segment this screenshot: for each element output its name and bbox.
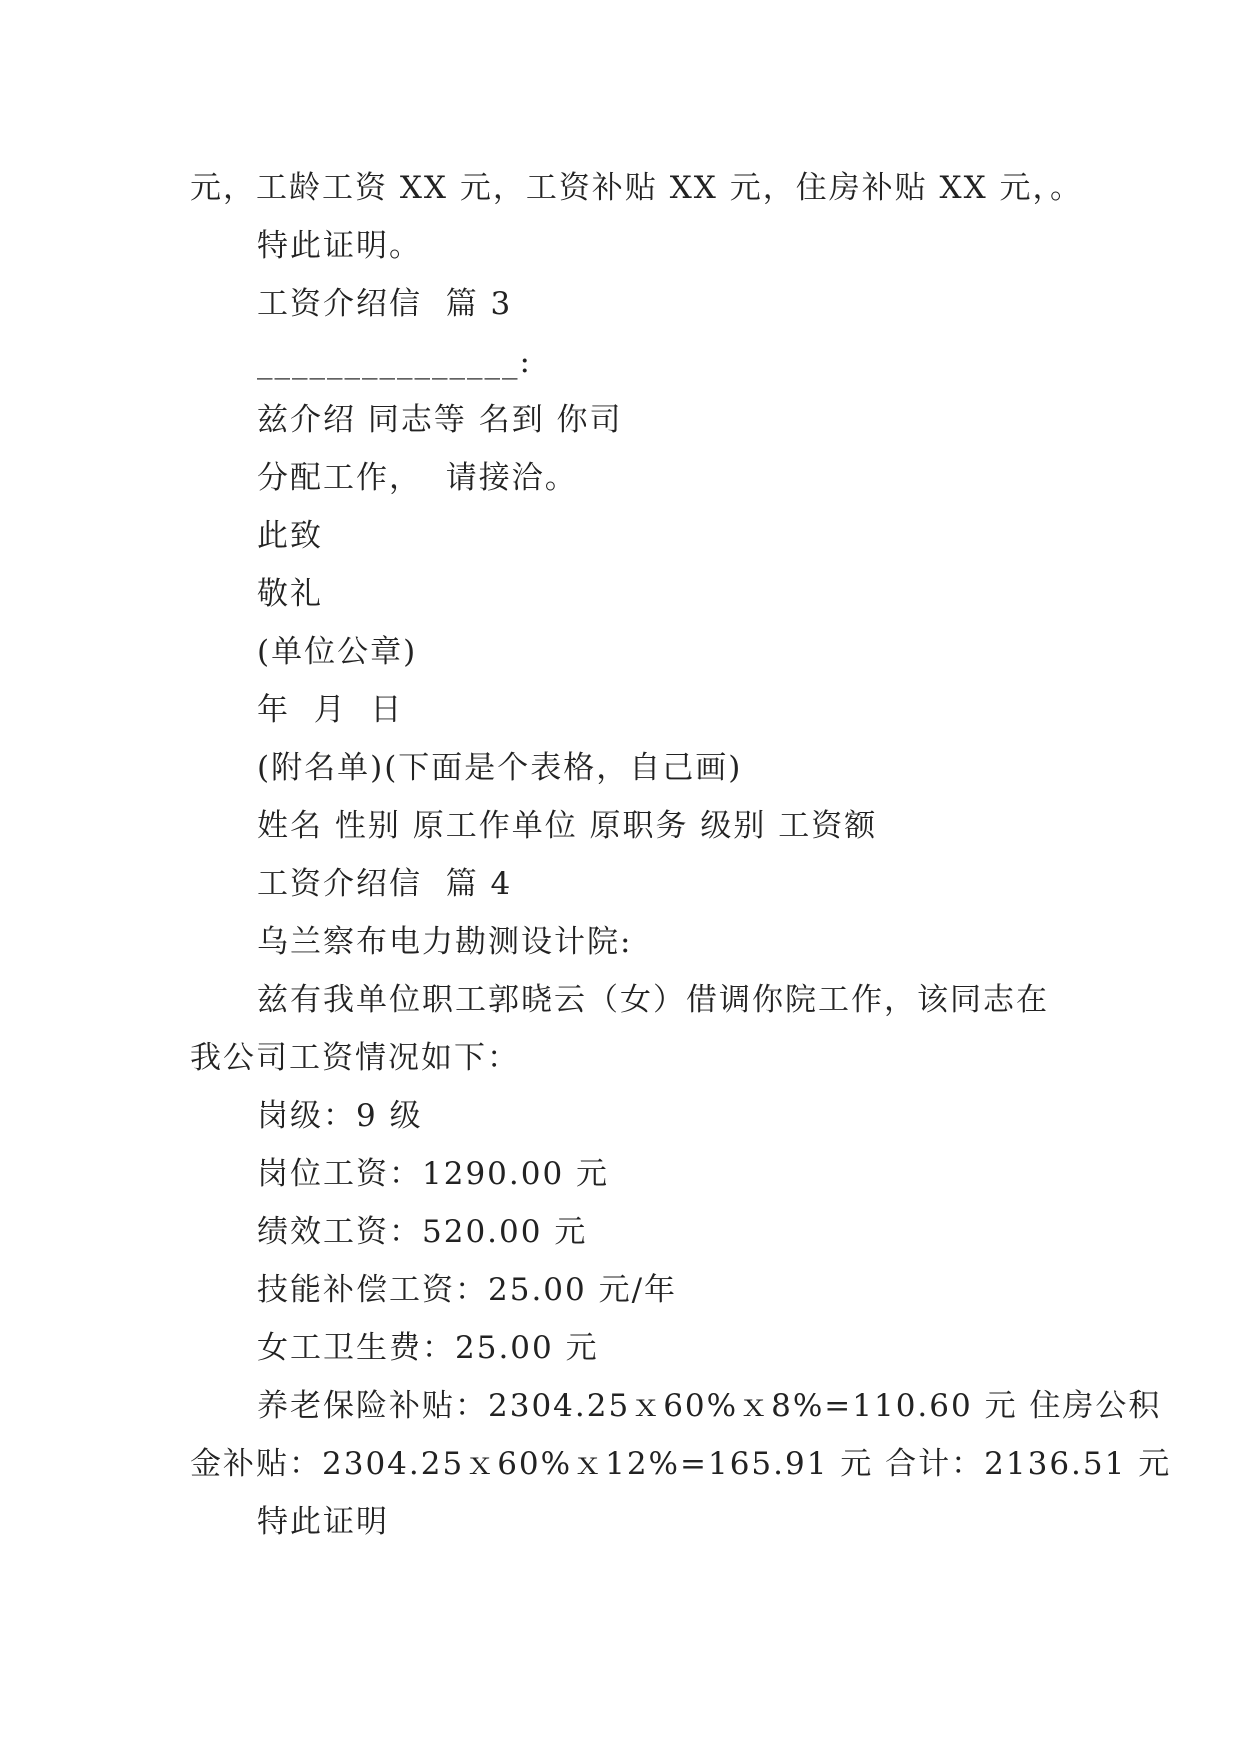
text-line: (单位公章) (257, 634, 418, 670)
text-line: 元，工龄工资 XX 元，工资补贴 XX 元，住房补贴 XX 元，。 (190, 170, 1084, 206)
section-heading: 工资介绍信 篇 3 (257, 286, 513, 322)
text-line: 岗级：9 级 (257, 1098, 423, 1134)
text-line: 兹有我单位职工郭晓云（女）借调你院工作，该同志在 (257, 982, 1049, 1018)
text-line: 特此证明。 (257, 228, 422, 264)
text-line: 乌兰察布电力勘测设计院: (257, 924, 633, 960)
text-line: 此致 (257, 518, 323, 554)
text-line: 我公司工资情况如下： (190, 1040, 520, 1076)
section-heading: 工资介绍信 篇 4 (257, 866, 513, 902)
text-line: 技能补偿工资：25.00 元/年 (257, 1272, 678, 1308)
text-line: 养老保险补贴：2304.25ｘ60%ｘ8%=110.60 元 住房公积 (257, 1388, 1162, 1424)
text-line: 分配工作， 请接洽。 (257, 460, 578, 496)
text-line: 岗位工资：1290.00 元 (257, 1156, 610, 1192)
text-line: (附名单)(下面是个表格，自己画) (257, 750, 743, 786)
text-line: 女工卫生费：25.00 元 (257, 1330, 599, 1366)
text-line: 特此证明 (257, 1504, 389, 1540)
text-line: 兹介绍 同志等 名到 你司 (257, 402, 623, 438)
text-line: 绩效工资：520.00 元 (257, 1214, 588, 1250)
recipient-blank: _______________: (257, 344, 532, 380)
text-line: 姓名 性别 原工作单位 原职务 级别 工资额 (257, 808, 878, 844)
text-line: 金补贴：2304.25ｘ60%ｘ12%=165.91 元 合计：2136.51 元 (190, 1446, 1172, 1482)
text-line: 年 月 日 (257, 692, 404, 728)
text-line: 敬礼 (257, 576, 323, 612)
